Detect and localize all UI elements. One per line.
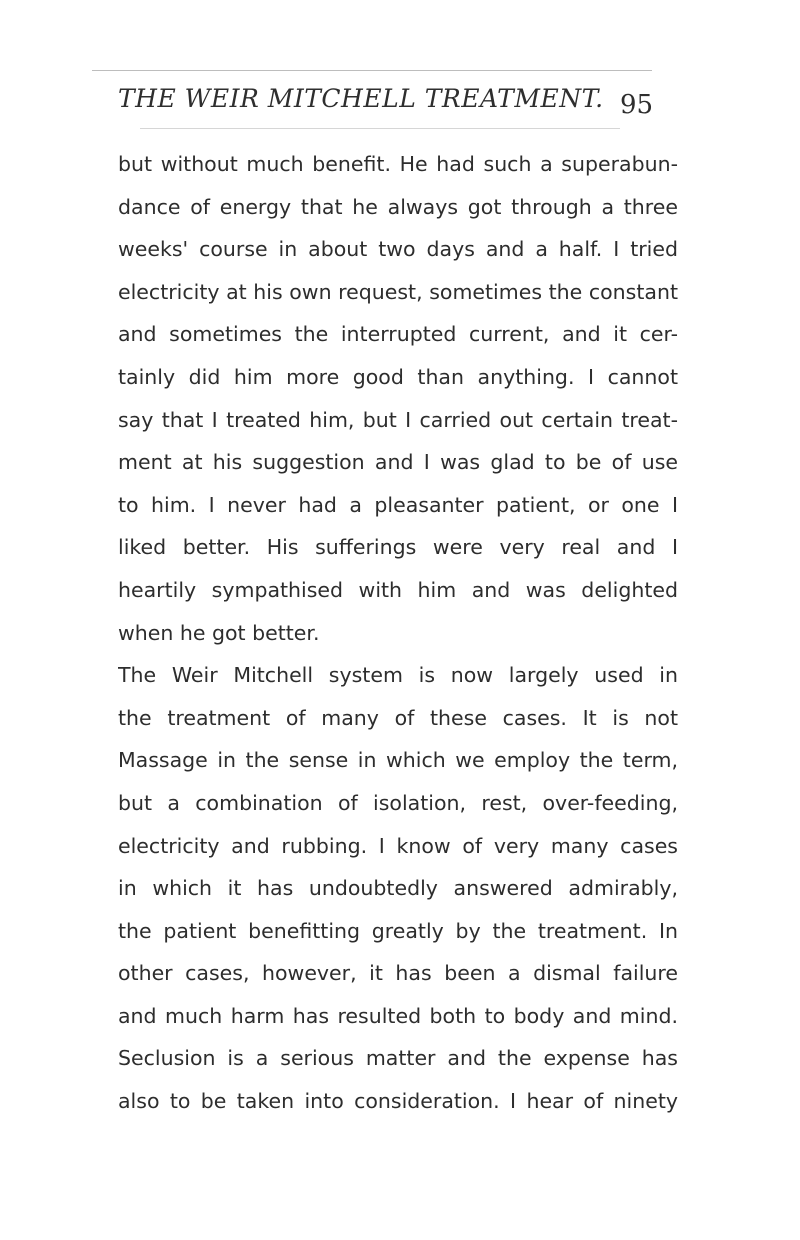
text-line: Massage in the sense in which we employ the term,: [118, 748, 678, 773]
running-head: THE WEIR MITCHELL TREATMENT.: [118, 84, 604, 113]
text-line: the treatment of many of these cases. It is not: [118, 705, 678, 730]
text-line: but a combination of isolation, rest, over-feeding,: [118, 790, 678, 815]
text-line: electricity and rubbing. I know of very many cases: [118, 833, 678, 858]
text-line: weeks' course in about two days and a half. I tried: [118, 237, 678, 262]
body-text: [118, 143, 678, 1123]
text-line: ment at his suggestion and I was glad to be of use: [118, 450, 678, 475]
text-line: heartily sympathised with him and was delighted: [118, 577, 678, 602]
text-line: when he got better.: [118, 620, 320, 645]
text-line: tainly did him more good than anything. I cannot: [118, 364, 678, 389]
header-rule-lower: [140, 128, 620, 129]
text-line: Seclusion is a serious matter and the expense has: [118, 1046, 678, 1071]
text-line: to him. I never had a pleasanter patient, or one I: [118, 492, 678, 517]
text-line: in which it has undoubtedly answered admirably,: [118, 876, 678, 901]
text-line: electricity at his own request, sometimes the constant: [118, 279, 678, 304]
page-number: 95: [620, 90, 654, 120]
text-line: other cases, however, it has been a dismal failure: [118, 961, 678, 986]
text-line: and much harm has resulted both to body and mind.: [118, 1003, 678, 1028]
text-line: and sometimes the interrupted current, and it cer-: [118, 322, 678, 347]
text-line: the patient benefitting greatly by the treatment. In: [118, 918, 678, 943]
text-line: liked better. His sufferings were very real and I: [118, 535, 678, 560]
text-line: but without much benefit. He had such a superabun-: [118, 152, 678, 176]
text-line-paragraph-start: The Weir Mitchell system is now largely used in: [118, 663, 678, 688]
header-rule: [92, 70, 652, 71]
text-line: also to be taken into consideration. I hear of ninety: [118, 1089, 678, 1114]
text-line: dance of energy that he always got through a three: [118, 194, 678, 219]
text-line: say that I treated him, but I carried out certain treat-: [118, 407, 678, 432]
